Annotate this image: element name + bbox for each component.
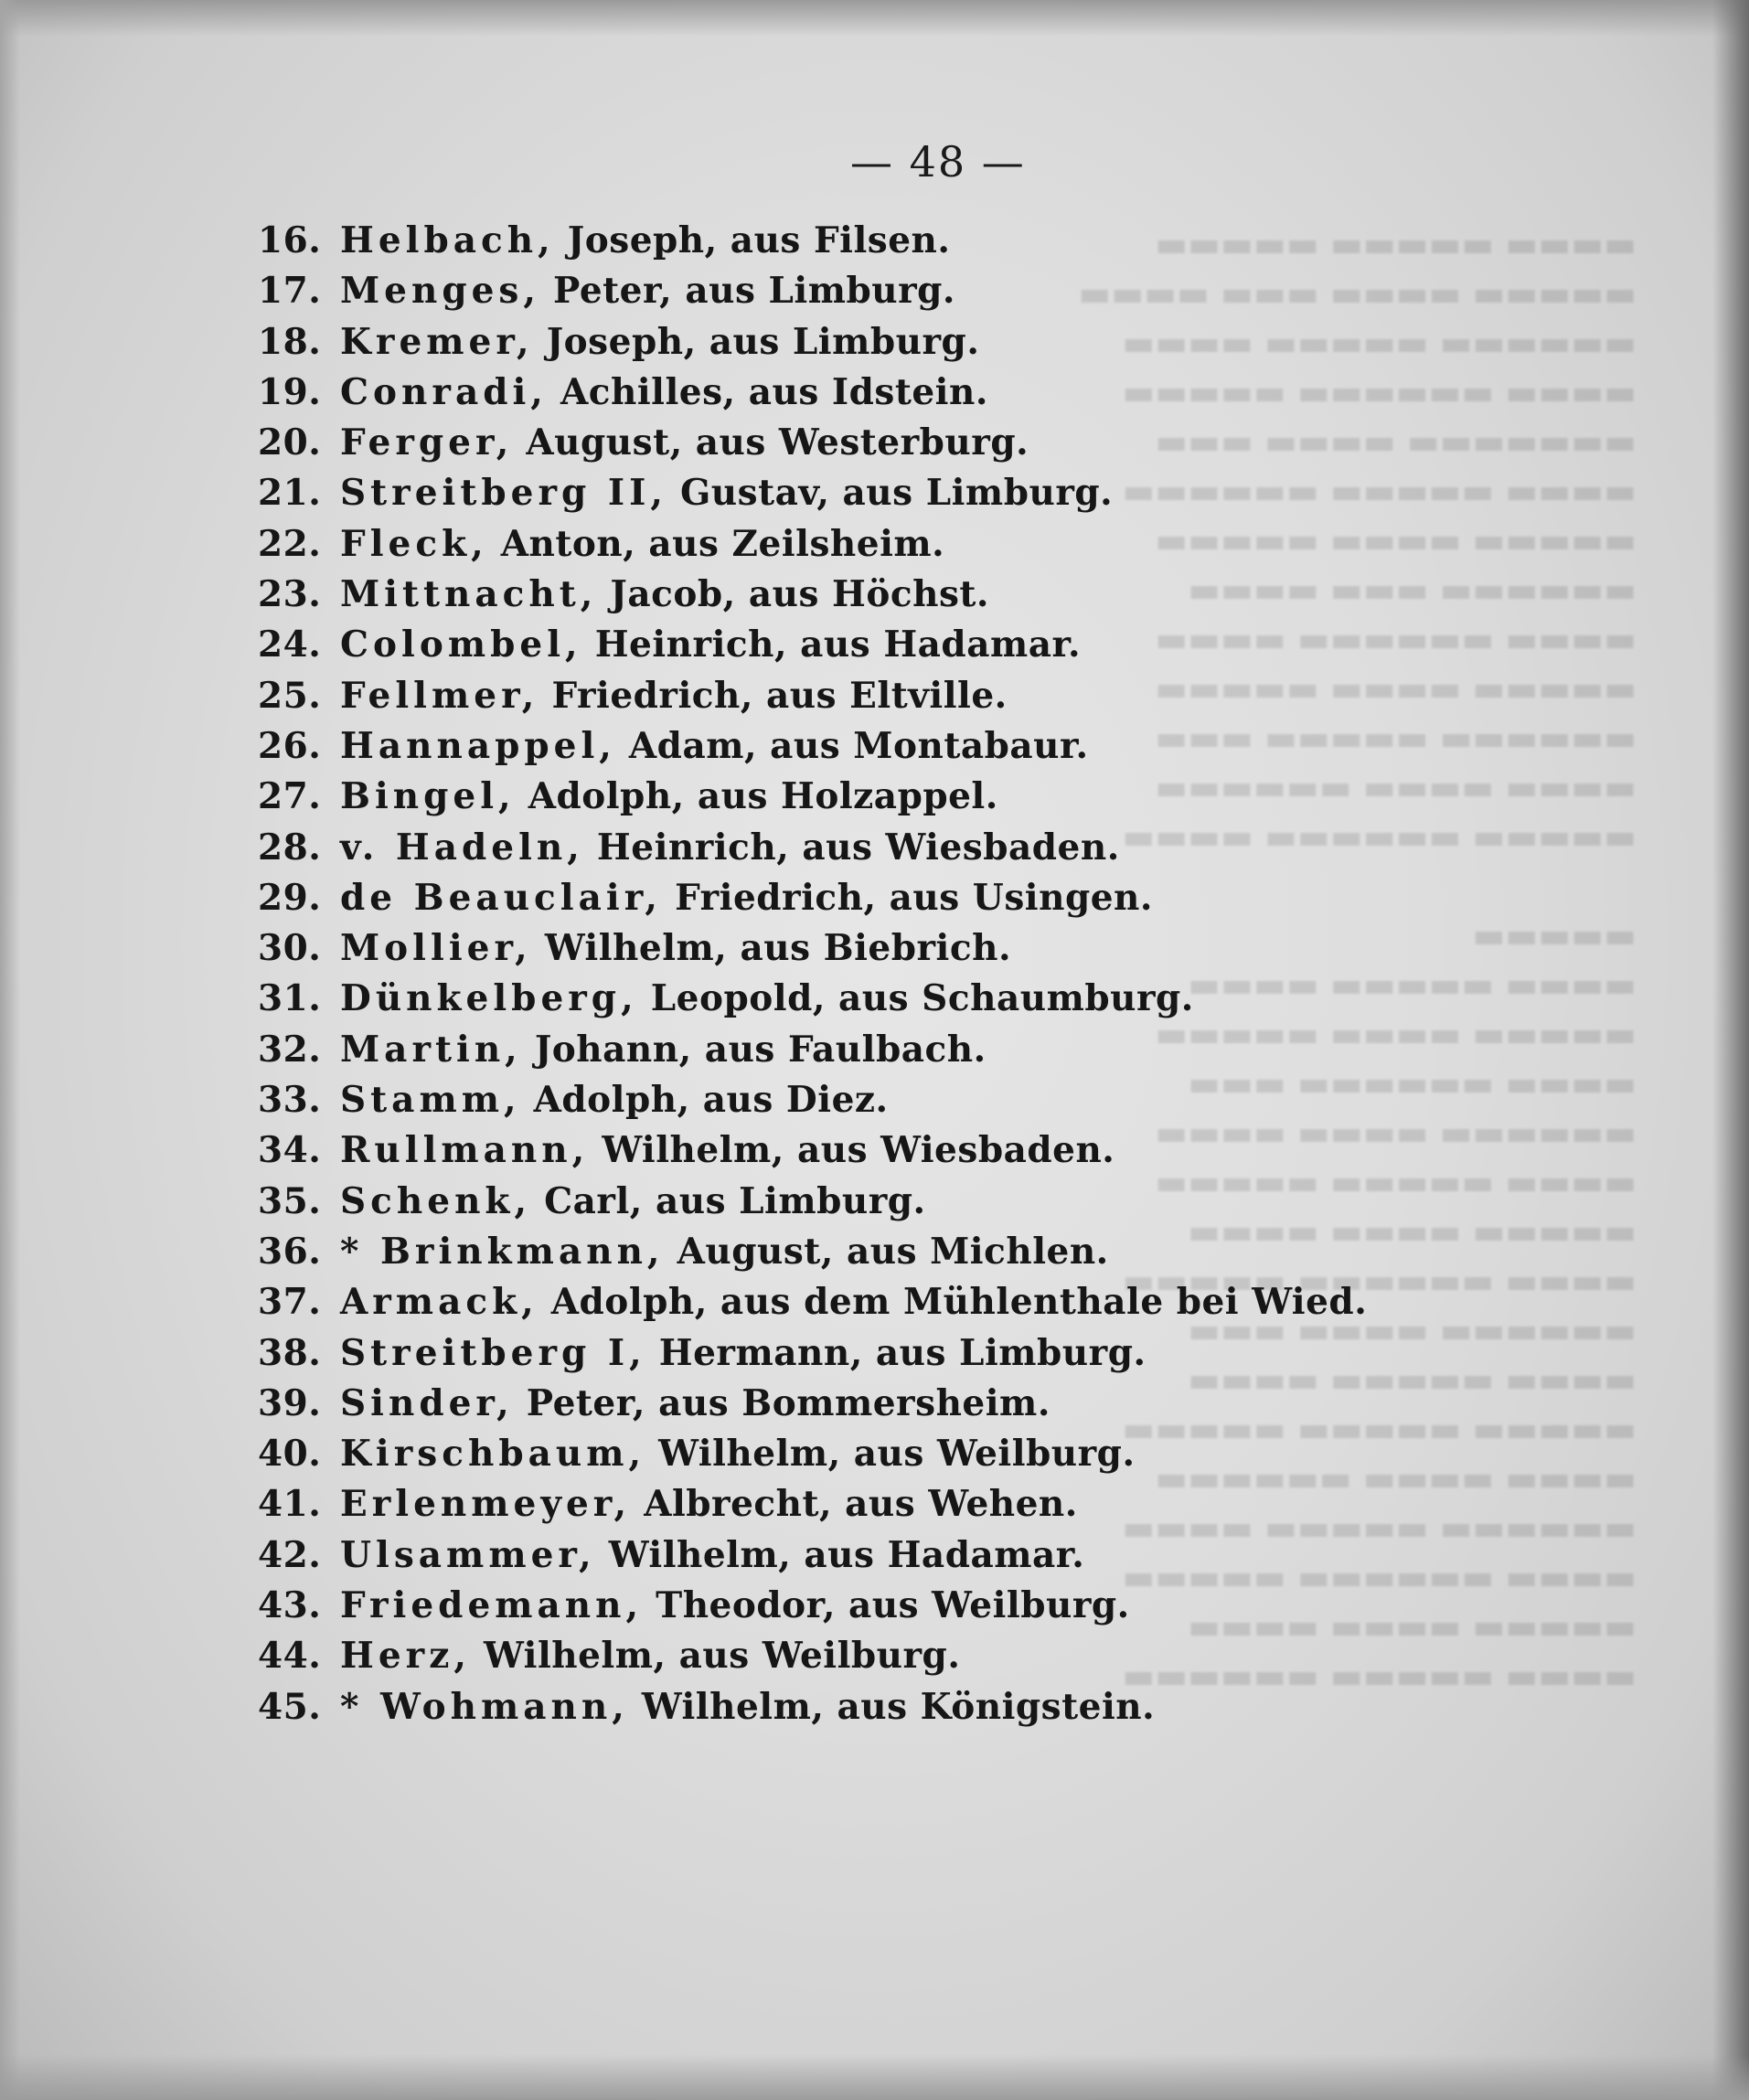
list-item [258, 725, 1355, 775]
entry-details: Friedrich, aus Usingen. [675, 876, 1153, 919]
entry-details: Wilhelm, aus Hadamar. [608, 1533, 1085, 1576]
entry-number: 22. [258, 522, 322, 565]
list-item [258, 624, 1355, 674]
entry-details: August, aus Westerburg. [526, 421, 1029, 464]
entry-surname: Erlenmeyer, [340, 1483, 632, 1526]
list-item [258, 1433, 1355, 1483]
entry-surname: Fellmer, [340, 674, 539, 717]
entry-details: Leopold, aus Schaumburg. [650, 977, 1194, 1020]
entry-details: Jacob, aus Höchst. [610, 573, 989, 616]
entry-details: Wilhelm, aus Wiesbaden. [602, 1129, 1115, 1172]
entry-details: Achilles, aus Idstein. [560, 370, 988, 413]
entry-surname: v. Hadeln, [340, 826, 584, 869]
entry-surname: Ferger, [340, 421, 514, 464]
list-item [258, 1129, 1355, 1179]
entry-details: Gustav, aus Limburg. [680, 472, 1114, 515]
entry-surname: Bingel, [340, 775, 516, 818]
entry-number: 23. [258, 573, 322, 616]
entry-surname: Hannappel, [340, 724, 616, 767]
entry-details: Joseph, aus Filsen. [567, 219, 951, 261]
entry-details: Wilhelm, aus Biebrich. [544, 927, 1012, 970]
entry-details: Heinrich, aus Wiesbaden. [596, 826, 1120, 869]
entry-surname: Conradi, [340, 370, 548, 413]
entry-number: 38. [258, 1331, 322, 1374]
entry-surname: Helbach, [340, 219, 555, 261]
page-edge-shadow-top [0, 0, 1749, 37]
entry-surname: Armack, [340, 1281, 539, 1324]
entry-details: August, aus Michlen. [677, 1230, 1109, 1273]
entry-number: 28. [258, 826, 322, 869]
entry-surname: Mollier, [340, 927, 532, 970]
entry-number: 41. [258, 1483, 322, 1526]
entry-details: Theodor, aus Weilburg. [656, 1584, 1130, 1627]
entry-surname: Herz, [340, 1635, 471, 1678]
entry-details: Carl, aus Limburg. [544, 1179, 926, 1222]
entry-details: Wilhelm, aus Königstein. [641, 1685, 1156, 1728]
list-item [258, 977, 1355, 1028]
list-item [258, 1635, 1355, 1685]
list-item [258, 270, 1355, 320]
list-item [258, 321, 1355, 371]
entry-number: 16. [258, 219, 322, 261]
entry-number: 32. [258, 1028, 322, 1071]
entry-number: 19. [258, 370, 322, 413]
entry-number: 27. [258, 775, 322, 818]
list-item [258, 1281, 1368, 1331]
list-item [258, 775, 1355, 826]
entry-surname: Fleck, [340, 522, 488, 565]
entry-details: Wilhelm, aus Weilburg. [484, 1635, 961, 1678]
entry-number: 42. [258, 1533, 322, 1576]
reverse-side-show-through: ▬▬▬▬ ▬▬▬▬▬ ▬▬▬▬▬ ▬▬▬▬▬ ▬▬▬▬ ▬▬▬ ▬▬▬▬ ▬▬▬▬▬▬ ▬▬▬▬▬ ▬▬▬▬ ▬▬▬▬ ▬▬▬▬▬▬ ▬▬▬▬▬ ▬▬▬▬▬▬▬ ▬▬▬▬ ▬▬▬ ▬▬▬▬ ▬▬▬▬▬ ▬▬▬▬▬▬ ▬▬▬▬▬ ▬▬▬▬ ▬▬▬▬▬ ▬▬▬▬▬▬ ▬▬▬ ▬▬▬▬ ▬▬▬▬ ▬▬▬▬▬▬ ▬▬▬▬ ▬▬▬▬▬ ▬▬▬▬ ▬▬▬▬▬ ▬▬▬▬▬▬ ▬▬▬▬▬ ▬▬▬ ▬▬▬▬ ▬▬▬▬ ▬▬▬▬▬▬ ▬▬▬▬▬ ▬▬▬▬▬▬ ▬▬▬▬ ▬▬▬▬▬ ▬▬▬▬ ▬▬▬▬▬ ▬▬▬▬ ▬▬▬▬▬ ▬▬▬▬ ▬▬▬▬▬ ▬▬▬▬ ▬▬▬▬▬▬ ▬▬▬ ▬▬▬▬▬▬ ▬▬▬▬ ▬▬▬▬ ▬▬▬▬ ▬▬▬▬▬ ▬▬▬▬▬ ▬▬▬▬▬ ▬▬▬▬ ▬▬▬▬ ▬▬▬▬ ▬▬▬▬▬▬ ▬▬▬▬▬ ▬▬▬▬▬▬ ▬▬▬▬ ▬▬▬ ▬▬▬▬ ▬▬▬▬▬ ▬▬▬▬ ▬▬▬▬▬ ▬▬▬▬▬ ▬▬▬▬▬ ▬▬▬▬ ▬▬▬▬ ▬▬▬▬▬▬ ▬▬▬▬▬▬ ▬▬▬▬▬ ▬▬▬▬ ▬▬▬▬ ▬▬▬▬▬▬ ▬▬▬▬▬ ▬▬▬▬▬ ▬▬▬▬ ▬▬▬▬ ▬▬▬▬ ▬▬▬▬▬ ▬▬▬▬▬▬ [1078, 224, 1637, 1696]
list-item [258, 1180, 1355, 1231]
entry-surname: Streitberg I, [340, 1331, 646, 1374]
entry-surname: Rullmann, [340, 1129, 590, 1172]
list-item [258, 472, 1355, 522]
entry-number: 36. [258, 1230, 322, 1273]
entry-details: Albrecht, aus Wehen. [644, 1483, 1078, 1526]
entry-number: 43. [258, 1584, 322, 1627]
entry-surname: Mittnacht, [340, 573, 598, 616]
entry-number: 26. [258, 724, 322, 767]
entry-surname: Kremer, [340, 320, 534, 363]
list-item [258, 523, 1355, 573]
entry-surname: Sinder, [340, 1381, 514, 1424]
entry-number: 30. [258, 927, 322, 970]
entry-number: 37. [258, 1281, 322, 1324]
page-number: — 48 — [850, 137, 1026, 187]
name-list [258, 219, 1368, 1736]
entry-surname: de Beauclair, [340, 876, 662, 919]
entry-surname: * Brinkmann, [340, 1230, 665, 1273]
entry-details: Heinrich, aus Hadamar. [594, 624, 1082, 666]
entry-number: 44. [258, 1635, 322, 1678]
list-item [258, 219, 1355, 270]
entry-details: Adolph, aus dem Mühlenthale bei Wied. [550, 1281, 1368, 1324]
entry-surname: Menges, [340, 270, 540, 313]
list-item [258, 1686, 1355, 1736]
list-item [258, 1231, 1355, 1281]
entry-details: Anton, aus Zeilsheim. [500, 522, 945, 565]
entry-number: 45. [258, 1685, 322, 1728]
list-item [258, 877, 1355, 927]
entry-details: Hermann, aus Limburg. [658, 1331, 1146, 1374]
list-item [258, 1483, 1355, 1533]
entry-number: 39. [258, 1381, 322, 1424]
list-item [258, 1332, 1355, 1382]
entry-number: 34. [258, 1129, 322, 1172]
entry-surname: Colombel, [340, 624, 582, 666]
entry-details: Friedrich, aus Eltville. [551, 674, 1008, 717]
entry-number: 24. [258, 624, 322, 666]
entry-surname: Dünkelberg, [340, 977, 638, 1020]
entry-surname: Stamm, [340, 1079, 521, 1122]
entry-number: 18. [258, 320, 322, 363]
entry-surname: Ulsammer, [340, 1533, 596, 1576]
entry-surname: Kirschbaum, [340, 1433, 646, 1476]
entry-number: 20. [258, 421, 322, 464]
entry-details: Peter, aus Limburg. [553, 270, 956, 313]
entry-number: 33. [258, 1079, 322, 1122]
entry-surname: * Wohmann, [340, 1685, 629, 1728]
list-item [258, 927, 1355, 977]
entry-surname: Schenk, [340, 1179, 532, 1222]
page-edge-shadow-left [0, 0, 20, 2100]
entry-number: 29. [258, 876, 322, 919]
list-item [258, 1382, 1355, 1433]
list-item [258, 826, 1355, 877]
entry-surname: Streitberg II, [340, 472, 667, 515]
entry-number: 31. [258, 977, 322, 1020]
list-item [258, 1079, 1355, 1129]
list-item [258, 1534, 1355, 1584]
page-edge-shadow-bottom [0, 2054, 1749, 2100]
list-item [258, 421, 1355, 472]
entry-details: Adolph, aus Diez. [533, 1079, 889, 1122]
entry-number: 21. [258, 472, 322, 515]
list-item [258, 1029, 1355, 1079]
entry-details: Wilhelm, aus Weilburg. [658, 1433, 1136, 1476]
entry-number: 35. [258, 1179, 322, 1222]
entry-details: Joseph, aus Limburg. [546, 320, 980, 363]
entry-details: Johann, aus Faulbach. [534, 1028, 986, 1071]
entry-number: 40. [258, 1433, 322, 1476]
entry-details: Adolph, aus Holzappel. [528, 775, 998, 818]
entry-details: Peter, aus Bommersheim. [526, 1381, 1050, 1424]
entry-surname: Friedemann, [340, 1584, 644, 1627]
entry-surname: Martin, [340, 1028, 522, 1071]
list-item [258, 573, 1355, 624]
list-item [258, 1584, 1355, 1635]
list-item [258, 675, 1355, 725]
entry-number: 17. [258, 270, 322, 313]
page-edge-shadow-right [1712, 0, 1749, 2100]
entry-details: Adam, aus Montabaur. [628, 724, 1089, 767]
entry-number: 25. [258, 674, 322, 717]
list-item [258, 371, 1355, 421]
